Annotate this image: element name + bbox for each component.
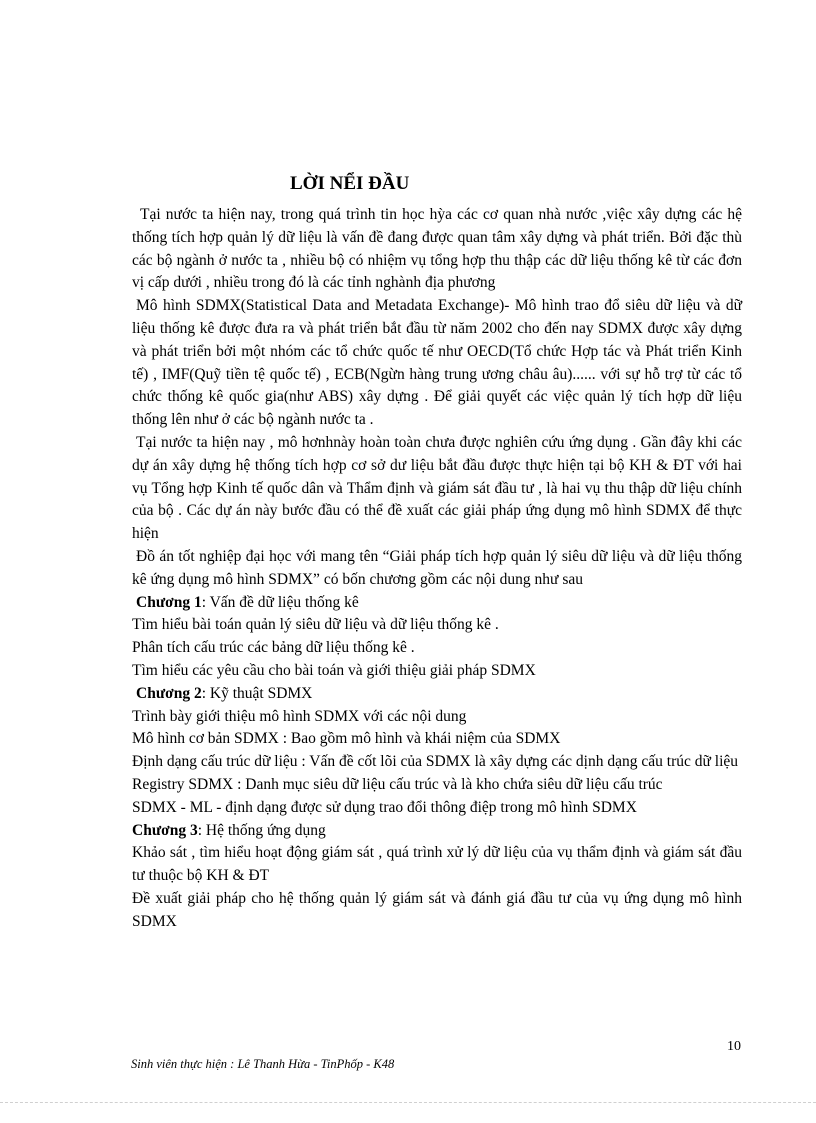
- page-footer: Sinh viên thực hiện : Lê Thanh Hừa - TinPhốp - K48: [131, 1057, 395, 1071]
- paragraph-thesis-overview: Đồ án tốt nghiệp đại học với mang tên “Giải pháp tích hợp quản lý siêu dữ liệu và dữ liệu thống kê ứng dụng mô hình SDMX” có bốn chương gồm các nội dung như sau: [132, 547, 742, 588]
- chapter-1-item: Tìm hiểu bài toán quản lý siêu dữ liệu và dữ liệu thống kê .: [132, 616, 499, 634]
- paragraph-domestic-status: Tại nước ta hiện nay , mô hơnhnày hoàn toàn chưa được nghiên cứu ứng dụng . Gần đây khi các dự án xây dựng hệ thống tích hợp cơ sở dư liệu bắt đầu được thực hiện tại bộ KH & ĐT với hai vụ Tổng hợp Kinh tế quốc dân và Thẩm định và giám sát đầu tư , là hai vụ thu thập dữ liệu chính của bộ . Các dự án này bước đầu có thể đề xuất các giải pháp ứng dụng mô hình SDMX để thực hiện: [132, 433, 742, 543]
- chapter-1-label: Chương 1: [136, 593, 202, 611]
- chapter-3-heading: [132, 820, 742, 843]
- chapter-2-item: Registry SDMX : Danh mục siêu dữ liệu cấu trúc và là kho chứa siêu dữ liệu cấu trúc: [132, 775, 663, 793]
- chapter-1-item: Tìm hiểu các yêu cầu cho bài toán và giới thiệu giải pháp SDMX: [132, 661, 536, 679]
- chapter-3-item: Khảo sát , tìm hiểu hoạt động giám sát , quá trình xử lý dữ liệu của vụ thẩm định và giám sát đầu tư thuộc bộ KH & ĐT: [132, 844, 742, 885]
- chapter-2-label: Chương 2: [136, 684, 202, 702]
- page-bottom-divider: [0, 1102, 816, 1103]
- chapter-3-item: Đề xuất giải pháp cho hệ thống quản lý giám sát và đánh giá đầu tư của vụ ứng dụng mô hình SDMX: [132, 889, 742, 930]
- chapter-2-item: Mô hình cơ bản SDMX : Bao gồm mô hình và khái niệm của SDMX: [132, 730, 561, 748]
- chapter-2-item: Trình bày giới thiệu mô hình SDMX với các nội dung: [132, 707, 467, 725]
- page-number: 10: [727, 1039, 741, 1054]
- chapter-1-item: Phân tích cấu trúc các bảng dữ liệu thống kê .: [132, 639, 415, 657]
- chapter-2-item: SDMX - ML - định dạng được sử dụng trao đổi thông điệp trong mô hình SDMX: [132, 798, 637, 816]
- chapter-1-heading: [132, 592, 742, 615]
- document-body: [132, 204, 742, 934]
- chapter-2-heading: [132, 683, 742, 706]
- chapter-3-label: Chương 3: [132, 821, 198, 839]
- chapter-2-title: : Kỹ thuật SDMX: [201, 684, 313, 702]
- paragraph-intro: Tại nước ta hiện nay, trong quá trình tin học hỳa các cơ quan nhà nước ,việc xây dựng các hệ thống tích hợp quản lý dữ liệu là vấn đề đang được quan tâm xây dựng và phát triển. Bởi đặc thù các bộ ngành ở nước ta , nhiều bộ có nhiệm vụ tổng hợp thu thập các dữ liệu thống kê từ các đơn vị cấp dưới , nhiều trong đó là các tỉnh nghành địa phương: [132, 206, 742, 292]
- chapter-2-item: Định dạng cấu trúc dữ liệu : Vấn đề cốt lõi của SDMX là xây dựng các dịnh dạng cấu trúc dữ liệu: [132, 753, 738, 771]
- paragraph-sdmx-model: Mô hình SDMX(Statistical Data and Metadata Exchange)- Mô hình trao đổ siêu dữ liệu và dữ liệu thống kê được đưa ra và phát triển bắt đầu từ năm 2002 cho đến nay SDMX được xây dựng và phát triển bởi một nhóm các tổ chức quốc tế như OECD(Tổ chức Hợp tác và Phát triển Kinh tế) , IMF(Quỹ tiền tệ quốc tế) , ECB(Ngừn hàng trung ương châu âu)...... với sự hỗ trợ từ các tổ chức thống kê quốc gia(như ABS) xây dựng . Để giải quyết các việc quản lý tích hợp dữ liệu thống lên như ở các bộ ngành nước ta .: [132, 297, 742, 429]
- page-title: LỜI NỂI ĐẦU: [290, 173, 410, 194]
- chapter-3-title: : Hệ thống ứng dụng: [197, 821, 326, 839]
- chapter-1-title: : Vấn đề dữ liệu thống kê: [201, 593, 359, 611]
